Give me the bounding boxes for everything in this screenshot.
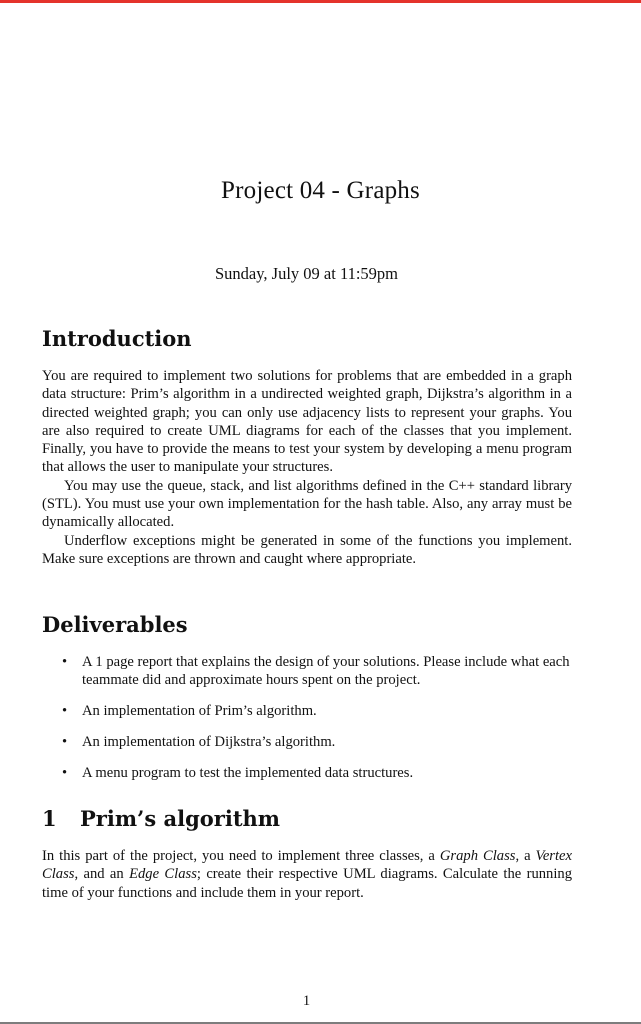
list-item [42,733,572,751]
prim-heading [42,805,572,833]
list-item-text: A menu program to test the implemented data structures. [82,764,414,781]
deliverables-list [42,653,572,782]
bullet-icon: • [62,764,68,781]
vertex-class-term: Vertex Class [42,848,572,883]
prim-body [42,847,572,902]
list-item-text: A 1 page report that explains the design of your solutions. Please include what each teammate did and approximate hours spent on the project. [82,654,570,689]
graph-class-term: Graph Class [439,848,516,864]
introduction-body [42,367,572,568]
section-number: 1 [42,806,57,831]
list-item [42,653,572,690]
due-date: Sunday, July 09 at 11:59pm [214,264,399,283]
list-item-text: An implementation of Dijkstra’s algorithm. [82,733,336,750]
deliverables-section [42,611,572,794]
bullet-icon: • [62,654,68,670]
introduction-heading: Introduction [42,326,192,351]
prim-text-2: , a [515,848,536,864]
intro-paragraph-3: Underflow exceptions might be generated in some of the functions you implement. Make sure exceptions are thrown and caught where appropriate. [42,532,572,567]
page-number: 1 [302,993,311,1009]
top-border [0,0,641,3]
introduction-section [42,325,572,568]
list-item [42,702,572,720]
section-title: Prim’s algorithm [80,806,281,831]
prim-section [42,805,572,902]
intro-paragraph-1: You are required to implement two solutions for problems that are embedded in a graph data structure: Prim’s algorithm in a undirected weighted graph, Dijkstra’s algorithm in a directed weighted graph; you can only use adjacency lists to represent your graphs. You are also required to create UML diagrams for each of the classes that you implement. Finally, you have to provide the means to test your system by developing a menu program that allows the user to manipulate your structures. [42,368,572,476]
edge-class-term: Edge Class [129,866,197,883]
list-item [42,764,572,782]
prim-text-3: , and an [74,866,130,883]
prim-paragraph [42,847,572,902]
list-item-text: An implementation of Prim’s algorithm. [82,703,317,720]
bullet-icon: • [62,733,68,750]
bullet-icon: • [62,703,68,720]
intro-paragraph-2: You may use the queue, stack, and list algorithms defined in the C++ standard library (STL). You must use your own implementation for the hash table. Also, any array must be dynamically allocated. [42,477,572,531]
prim-text-1: In this part of the project, you need to implement three classes, a [42,848,440,864]
prim-text-4: ; create their respective UML diagrams. Calculate the running time of your functions and include them in your report. [42,866,573,901]
deliverables-heading: Deliverables [42,612,188,637]
document-title: Project 04 - Graphs [221,177,420,204]
